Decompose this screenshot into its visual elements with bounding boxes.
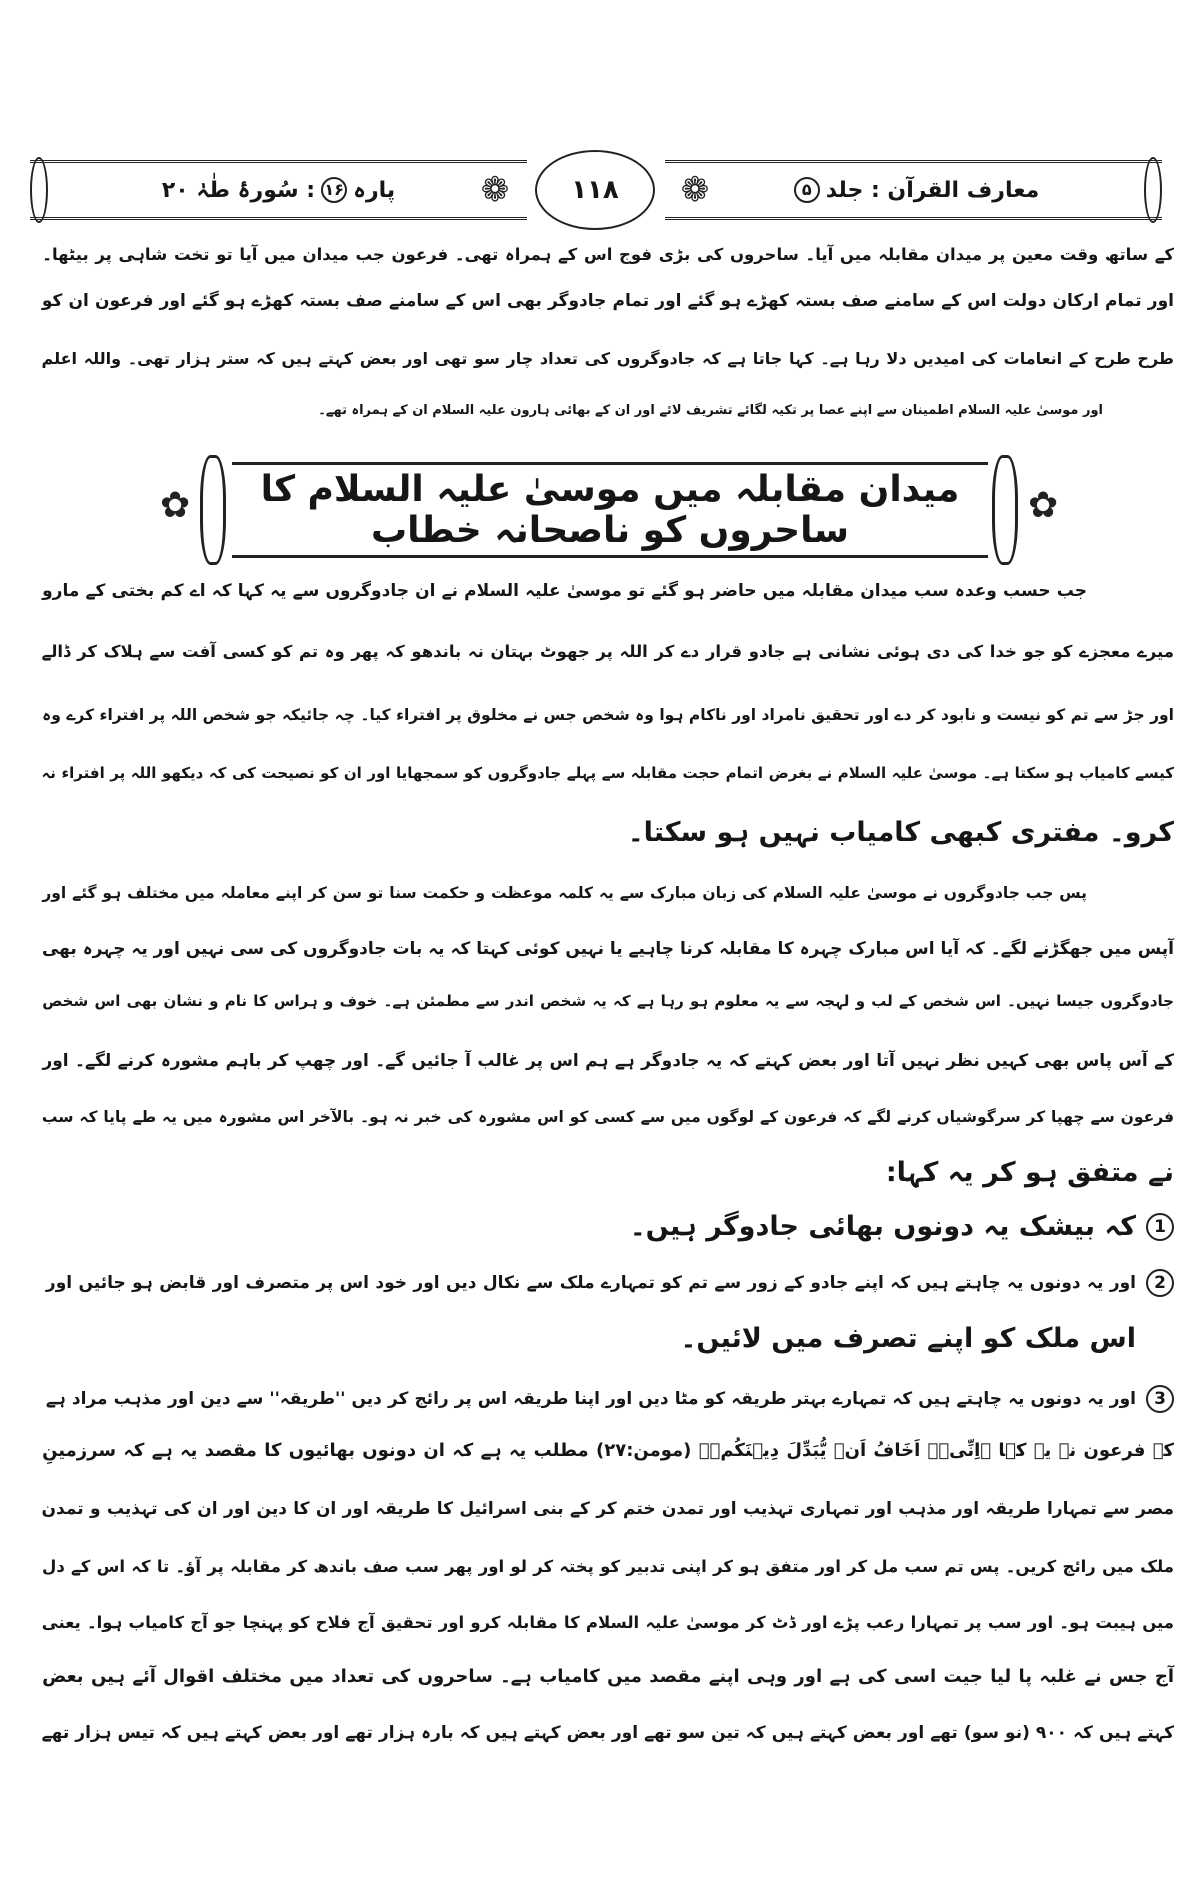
line-text: نے متفق ہو کر یہ کہا: — [885, 1156, 1174, 1188]
line-text: کرو۔ مفتری کبھی کامیاب نہیں ہو سکتا۔ — [627, 816, 1174, 848]
running-header-book-title — [665, 160, 1162, 220]
list-item — [40, 1206, 1174, 1247]
line-text: کے ساتھ وقت معین پر میدان مقابلہ میں آیا۔ ساحروں کی بڑی فوج اس کے ہمراہ تھی۔ فرعون جب میدان میں آیا تو تخت شاہی پر بیٹھا۔ — [42, 244, 1174, 264]
ornament-icon — [30, 157, 48, 223]
para-label: پارہ — [353, 177, 396, 203]
line-text: اور جڑ سے تم کو نیست و نابود کر دے اور تحقیق نامراد اور ناکام ہوا وہ شخص جس نے مخلوق پر افتراء کیا۔ چہ جائیکہ جو شخص اللہ پر افتراء کرے وہ — [42, 705, 1174, 724]
text-line — [40, 694, 1174, 735]
line-text: اس ملک کو اپنے تصرف میں لائیں۔ — [680, 1322, 1136, 1354]
text-line — [300, 390, 1103, 431]
text-line — [40, 280, 1174, 321]
text-line — [40, 1712, 1174, 1753]
line-text: اور تمام ارکان دولت اس کے سامنے صف بستہ کھڑے ہو گئے اور تمام جادوگر بھی اس کے سامنے صف بستہ کھڑے ہو گئے اور فرعون ان کو — [41, 290, 1174, 311]
line-text: کہتے ہیں کہ ۹۰۰ (نو سو) تھے اور بعض کہتے ہیں کہ تین سو تھے اور بعض کہتے ہیں کہ بارہ ہزار تھے اور بعض کہتے ہیں کہ تیس ہزار تھے — [41, 1722, 1174, 1743]
text-line — [40, 631, 1174, 672]
text-line — [40, 1602, 1174, 1643]
item-text: اور یہ دونوں یہ چاہتے ہیں کہ اپنے جادو کے زور سے تم کو تمہارے ملک سے نکال دیں اور خود اس پر متصرف اور قابض ہو جائیں اور — [45, 1272, 1136, 1293]
line-text: جادوگروں جیسا نہیں۔ اس شخص کے لب و لہجہ سے یہ معلوم ہو رہا ہے کہ یہ شخص اندر سے مطمئن ہے۔ خوف و ہراس کا نام و نشان بھی اس شخص — [42, 991, 1174, 1010]
line-text: کے آس پاس بھی کہیں نظر نہیں آتا اور بعض کہتے کہ یہ جادوگر ہے ہم اس پر غالب آ جائیں گے۔ اور چھپ کر باہم مشورہ کرنے لگے۔ اور — [42, 1050, 1174, 1071]
ornament-icon — [200, 455, 226, 565]
book-title: معارف القرآن : جلد — [825, 177, 1040, 203]
text-line — [40, 1546, 1174, 1587]
flower-ornament-icon: ✿ — [1028, 485, 1059, 526]
line-text: جب حسب وعدہ سب میدان مقابلہ میں حاضر ہو گئے تو موسیٰ علیہ السلام نے ان جادوگروں سے یہ کہا کہ اے کم بختی کے مارو — [42, 580, 1087, 601]
section-heading: میدان مقابلہ میں موسیٰ علیہ السلام کا ساحروں کو ناصحانہ خطاب — [232, 462, 988, 558]
line-text: کہ فرعون نے یہ کہا ﴿اِنِّیۡۤ اَخَافُ اَنۡ یُّبَدِّلَ دِیۡنَكُمۡ﴾ (مومن:۲۷) مطلب یہ ہے کہ ان دونوں بھائیوں کا مقصد یہ ہے کہ سرزمینِ — [42, 1439, 1174, 1461]
text-line — [40, 1430, 1174, 1471]
text-line — [40, 570, 1087, 611]
line-text: ملک میں رائج کریں۔ پس تم سب مل کر اور متفق ہو کر اپنی تدبیر کو پختہ کر لو اور پھر سب صف باندھ کر مقابلہ پر آؤ۔ تا کہ اس کے دل — [42, 1556, 1174, 1576]
text-line — [40, 1488, 1174, 1529]
line-text: فرعون سے چھپا کر سرگوشیاں کرنے لگے کہ فرعون کے لوگوں میں سے کسی کو اس مشورہ کی خبر نہ ہو۔ بالآخر اس مشورہ میں یہ طے پایا کہ سب — [41, 1107, 1174, 1126]
text-line — [40, 1318, 1136, 1359]
ornament-icon: ❁ — [480, 170, 510, 210]
list-item — [40, 1262, 1174, 1303]
page-number: ۱۱۸ — [535, 150, 655, 230]
line-text: میں ہیبت ہو۔ اور سب پر تمہارا رعب پڑے اور ڈٹ کر موسیٰ علیہ السلام کا مقابلہ کرو اور تحقیق آج فلاح کو پہنچا جو آج کامیاب ہوا۔ یعنی — [41, 1612, 1174, 1632]
text-line — [40, 1040, 1174, 1081]
text-line — [40, 1096, 1174, 1137]
surah-name: : سُورۂ طٰہٰ ۲۰ — [161, 177, 316, 203]
running-header-surah — [30, 160, 527, 220]
line-text: اور موسیٰ علیہ السلام اطمینان سے اپنے عصا پر تکیہ لگائے تشریف لائے اور ان کے بھائی ہارون علیہ السلام ان کے ہمراہ تھے۔ — [318, 402, 1103, 418]
volume-number: ۵ — [794, 177, 820, 203]
text-line — [40, 234, 1174, 275]
item-text: اور یہ دونوں یہ چاہتے ہیں کہ تمہارے بہتر طریقہ کو مٹا دیں اور اپنا طریقہ اس پر رائج کر دیں ''طریقہ'' سے دین اور مذہب مراد ہے — [45, 1388, 1136, 1409]
line-text: طرح طرح کے انعامات کی امیدیں دلا رہا ہے۔ کہا جاتا ہے کہ جادوگروں کی تعداد چار سو تھی اور بعض کہتے ہیں کہ ستر ہزار تھی۔ واللہ اعلم — [41, 348, 1174, 368]
item-text: کہ بیشک یہ دونوں بھائی جادوگر ہیں۔ — [629, 1210, 1136, 1242]
line-text: مصر سے تمہارا طریقہ اور مذہب اور تمہاری تہذیب اور تمدن ختم کر کے بنی اسرائیل کا طریقہ اور ان کا دین اور ان کی تہذیب و تمدن — [41, 1498, 1174, 1519]
line-text: آپس میں جھگڑنے لگے۔ کہ آیا اس مبارک چہرہ کا مقابلہ کرنا چاہیے یا نہیں کوئی کہتا کہ یہ بات جادوگروں کی سی نہیں اور یہ چہرہ بھی — [41, 938, 1174, 959]
line-text: کیسے کامیاب ہو سکتا ہے۔ موسیٰ علیہ السلام نے بغرض اتمام حجت مقابلہ سے پہلے جادوگروں کو سمجھایا اور ان کو نصیحت کی کہ دیکھو اللہ پر افتراء نہ — [41, 763, 1174, 782]
text-line — [40, 980, 1174, 1021]
item-number: 1 — [1146, 1213, 1174, 1241]
line-text: پس جب جادوگروں نے موسیٰ علیہ السلام کی زبان مبارک سے یہ کلمہ موعظت و حکمت سنا تو سن کر اپنے معاملہ میں مختلف ہو گئے اور — [42, 883, 1087, 902]
text-line — [40, 1152, 1174, 1193]
text-line — [40, 872, 1087, 913]
line-text: آج جس نے غلبہ پا لیا جیت اسی کی ہے اور وہی اپنے مقصد میں کامیاب ہے۔ ساحروں کی تعداد میں مختلف اقوال آئے ہیں بعض — [42, 1665, 1174, 1687]
text-line — [40, 928, 1174, 969]
text-line — [40, 812, 1174, 853]
ornament-icon: ❁ — [680, 170, 710, 210]
item-number: 2 — [1146, 1269, 1174, 1297]
flower-ornament-icon: ✿ — [160, 485, 191, 526]
ornament-icon — [1144, 157, 1162, 223]
line-text: میرے معجزے کو جو خدا کی دی ہوئی نشانی ہے جادو قرار دے کر اللہ پر جھوٹ بہتان نہ باندھو کہ پھر وہ تم کو کسی آفت سے ہلاک کر ڈالے — [41, 641, 1174, 661]
text-line — [40, 752, 1174, 793]
ornament-icon — [992, 455, 1018, 565]
list-item — [40, 1378, 1174, 1419]
text-line — [40, 338, 1174, 379]
para-number: ۱۶ — [321, 177, 347, 203]
text-line — [40, 1656, 1174, 1697]
item-number: 3 — [1146, 1385, 1174, 1413]
